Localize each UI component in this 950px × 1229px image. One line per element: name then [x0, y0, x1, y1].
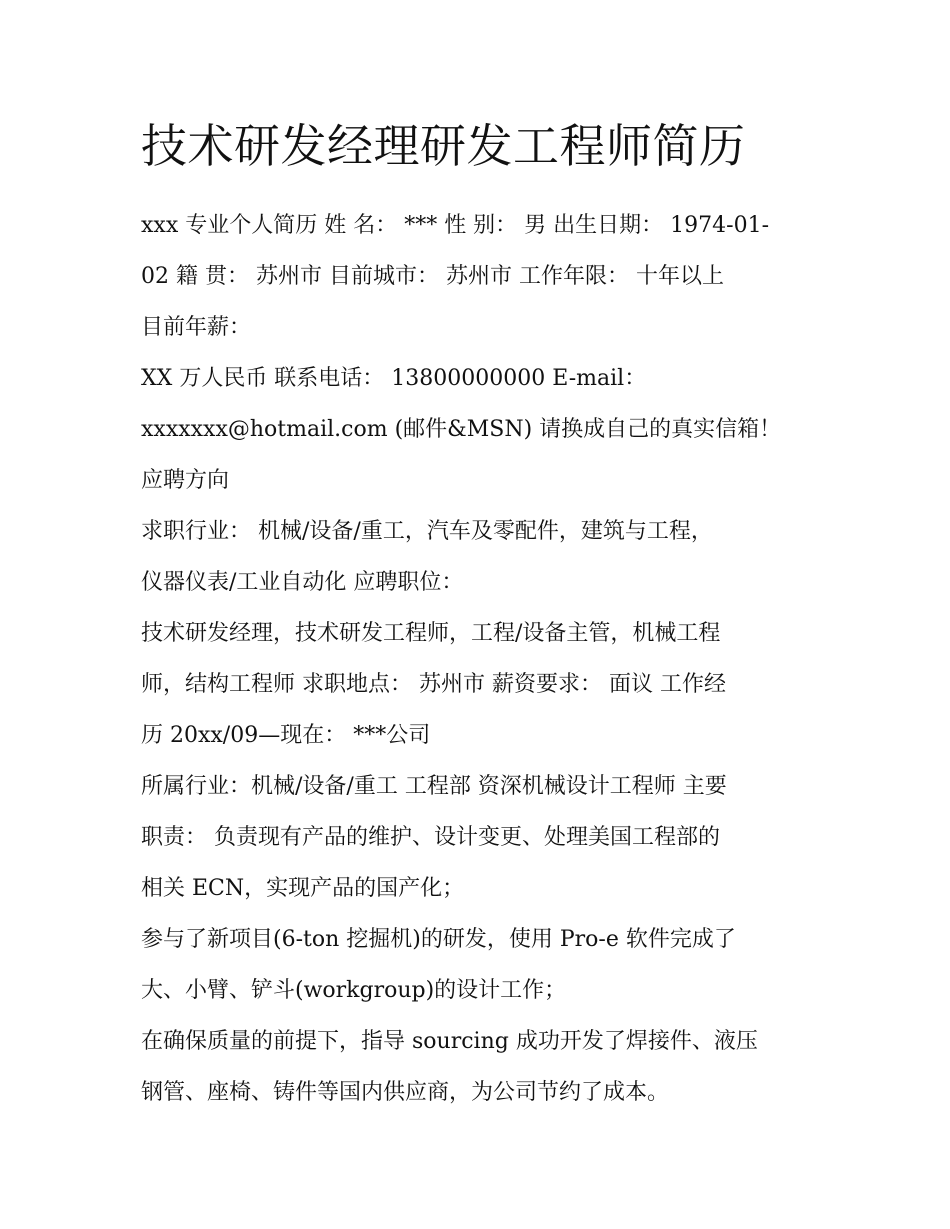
text-line: 所属行业：机械/设备/重工 工程部 资深机械设计工程师 主要	[141, 774, 727, 799]
text-line: 在确保质量的前提下，指导 sourcing 成功开发了焊接件、液压	[141, 1029, 758, 1054]
text-line: 目前年薪：	[141, 315, 252, 340]
document-title: 技术研发经理研发工程师简历	[141, 119, 746, 173]
document-body	[141, 112, 821, 1118]
text-line: 仪器仪表/工业自动化 应聘职位：	[141, 570, 464, 595]
text-line: 钢管、座椅、铸件等国内供应商，为公司节约了成本。	[141, 1080, 670, 1105]
text-line: xxxxxxx@hotmail.com (邮件&MSN) 请换成自己的真实信箱！	[141, 417, 782, 442]
text-line: xxx 专业个人简历 姓 名： *** 性 别： 男 出生日期： 1974-01-	[141, 213, 770, 238]
text-line: 02 籍 贯： 苏州市 目前城市： 苏州市 工作年限： 十年以上	[141, 264, 724, 289]
text-line: XX 万人民币 联系电话： 13800000000 E-mail：	[141, 366, 647, 391]
text-line: 师，结构工程师 求职地点： 苏州市 薪资要求： 面议 工作经	[141, 672, 726, 697]
text-line: 职责： 负责现有产品的维护、设计变更、处理美国工程部的	[141, 825, 720, 850]
text-line: 相关 ECN，实现产品的国产化；	[141, 876, 465, 901]
text-line: 技术研发经理，技术研发工程师，工程/设备主管，机械工程	[141, 621, 721, 646]
text-line: 历 20xx/09—现在： ***公司	[141, 723, 431, 748]
text-line: 求职行业： 机械/设备/重工，汽车及零配件，建筑与工程，	[141, 519, 713, 544]
text-line: 参与了新项目(6-ton 挖掘机)的研发，使用 Pro-e 软件完成了	[141, 927, 736, 952]
section-heading-application: 应聘方向	[141, 468, 230, 493]
text-line: 大、小臂、铲斗(workgroup)的设计工作；	[141, 978, 567, 1003]
